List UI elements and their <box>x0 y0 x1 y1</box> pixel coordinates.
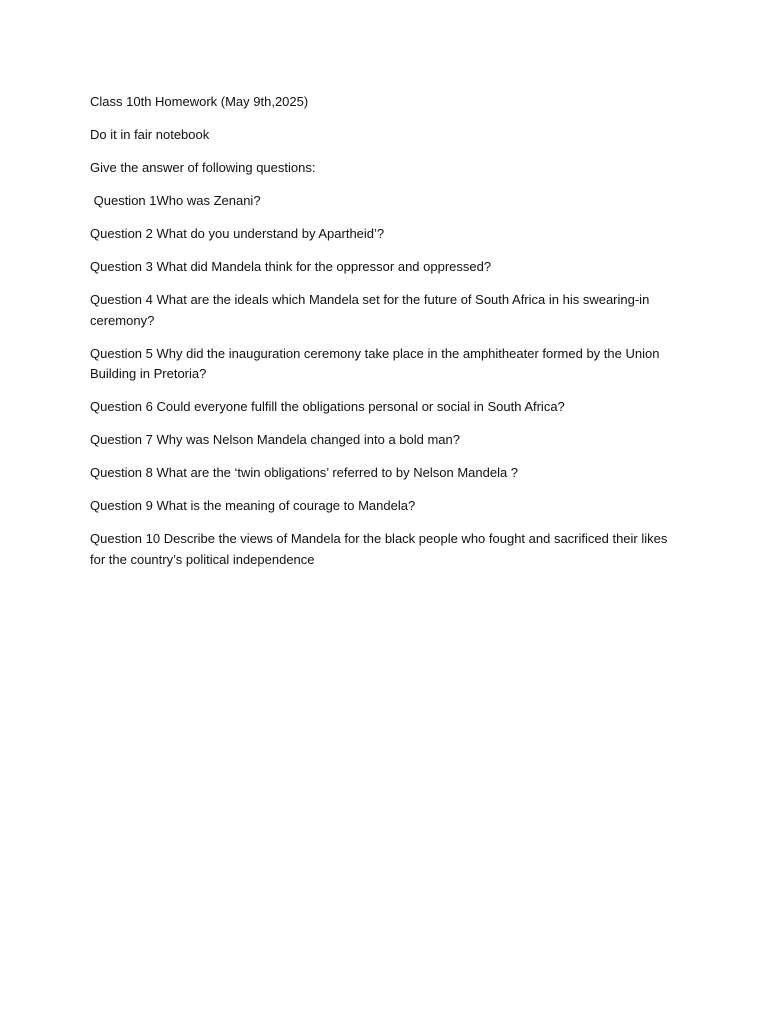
question-8: Question 8 What are the ‘twin obligations’ referred to by Nelson Mandela ? <box>90 465 519 480</box>
question-7: Question 7 Why was Nelson Mandela changed into a bold man? <box>90 432 460 447</box>
homework-instruction: Do it in fair notebook <box>90 127 210 142</box>
question-2: Question 2 What do you understand by Apartheid’? <box>90 226 385 241</box>
homework-prompt: Give the answer of following questions: <box>90 160 316 175</box>
homework-title: Class 10th Homework (May 9th,2025) <box>90 94 309 109</box>
question-4: Question 4 What are the ideals which Mandela set for the future of South Africa in his swearing-in ceremony? <box>90 292 653 328</box>
question-9: Question 9 What is the meaning of courage to Mandela? <box>90 498 416 513</box>
document-body <box>90 92 680 583</box>
question-5: Question 5 Why did the inauguration ceremony take place in the amphitheater formed by the Union Building in Pretoria? <box>90 345 664 381</box>
question-3: Question 3 What did Mandela think for the oppressor and oppressed? <box>90 259 492 274</box>
question-6: Question 6 Could everyone fulfill the obligations personal or social in South Africa? <box>90 399 565 414</box>
question-10: Question 10 Describe the views of Mandela for the black people who fought and sacrificed their likes for the country’s political independence <box>90 531 672 567</box>
question-1: Question 1Who was Zenani? <box>90 193 261 208</box>
